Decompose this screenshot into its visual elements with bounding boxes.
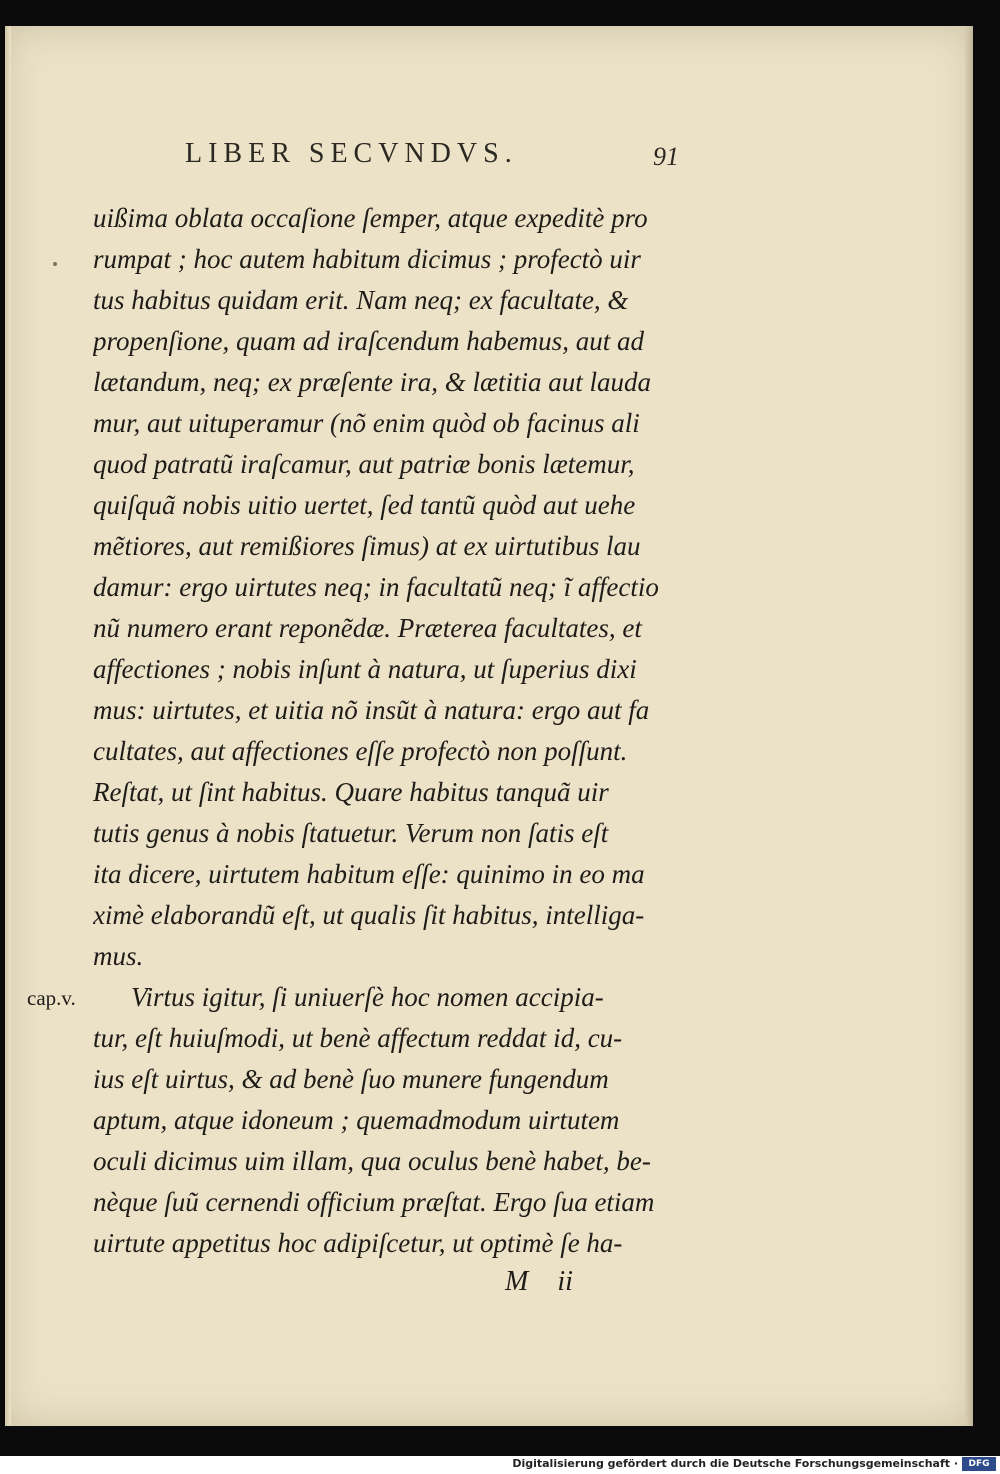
footer-bar <box>0 1456 1000 1474</box>
body-text <box>93 198 713 1264</box>
text-line: uißima oblata occaſione ſemper, atque expeditè pro <box>93 203 648 233</box>
page-edge <box>965 26 973 1426</box>
text-line: Virtus igitur, ſi uniuerſè hoc nomen accipia- <box>131 982 604 1012</box>
text-line: tur, eſt huiuſmodi, ut benè affectum reddat id, cu- <box>93 1023 623 1053</box>
text-line: mus: uirtutes, et uitia nõ insũt à natura: ergo aut fa <box>93 695 650 725</box>
text-line: damur: ergo uirtutes neq; in facultatũ neq; ĩ affectio <box>93 572 659 602</box>
text-line: propenſione, quam ad iraſcendum habemus, aut ad <box>93 326 644 356</box>
ink-speck <box>53 262 57 266</box>
page-gutter-shadow <box>5 26 11 1426</box>
text-line: tus habitus quidam erit. Nam neq; ex facultate, & <box>93 285 629 315</box>
text-line: ximè elaborandũ eſt, ut qualis ſit habitus, intelliga- <box>93 900 645 930</box>
text-line: mus. <box>93 941 144 971</box>
chapter-marginal-note: cap.v. <box>27 986 76 1010</box>
text-line: ius eſt uirtus, & ad benè ſuo munere fungendum <box>93 1064 609 1094</box>
text-line: quod patratũ iraſcamur, aut patriæ bonis lætemur, <box>93 449 635 479</box>
footer-credit: Digitalisierung gefördert durch die Deutsche Forschungsgemeinschaft · <box>512 1457 958 1470</box>
text-line: aptum, atque idoneum ; quemadmodum uirtutem <box>93 1105 620 1135</box>
text-line: rumpat ; hoc autem habitum dicimus ; profectò uir <box>93 244 641 274</box>
text-line: tutis genus à nobis ſtatuetur. Verum non ſatis eſt <box>93 818 609 848</box>
dfg-logo-icon: DFG <box>962 1457 996 1471</box>
text-line: mur, aut uituperamur (nõ enim quòd ob facinus ali <box>93 408 640 438</box>
text-line: mẽtiores, aut remißiores ſimus) at ex uirtutibus lau <box>93 531 641 561</box>
text-line: Reſtat, ut ſint habitus. Quare habitus tanquã uir <box>93 777 609 807</box>
text-line: nũ numero erant reponẽdæ. Præterea facultates, et <box>93 613 642 643</box>
text-line: oculi dicimus uim illam, qua oculus benè habet, be- <box>93 1146 651 1176</box>
page-number: 91 <box>653 142 679 171</box>
text-line: quiſquã nobis uitio uertet, ſed tantũ quòd aut uehe <box>93 490 636 520</box>
text-line: cultates, aut affectiones eſſe profectò non poſſunt. <box>93 736 628 766</box>
signature-mark: M ii <box>505 1266 573 1297</box>
text-line: nèque ſuũ cernendi officium præſtat. Ergo ſua etiam <box>93 1187 655 1217</box>
text-line: affectiones ; nobis inſunt à natura, ut ſuperius dixi <box>93 654 637 684</box>
book-page <box>5 26 973 1426</box>
running-title: LIBER SECVNDVS. <box>185 138 518 169</box>
text-line: uirtute appetitus hoc adipiſcetur, ut optimè ſe ha- <box>93 1228 623 1258</box>
text-line: ita dicere, uirtutem habitum eſſe: quinimo in eo ma <box>93 859 645 889</box>
text-line: lætandum, neq; ex præſente ira, & lætitia aut lauda <box>93 367 651 397</box>
